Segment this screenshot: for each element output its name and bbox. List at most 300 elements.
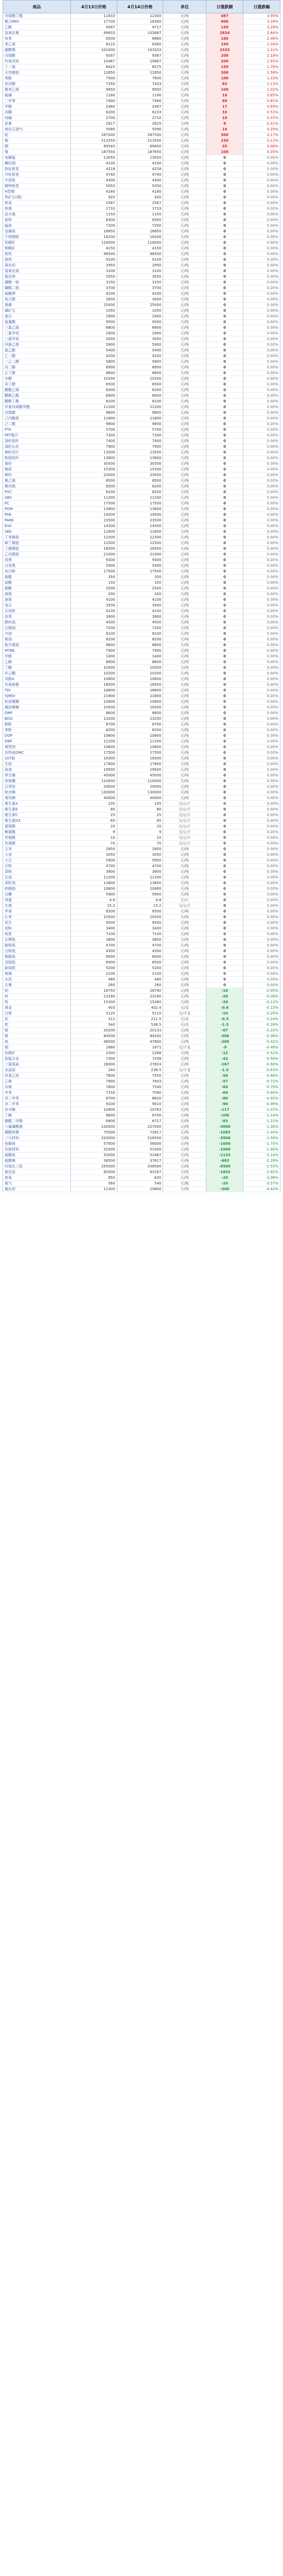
col-header-unit[interactable]: 单位 xyxy=(163,1,206,13)
table-row[interactable] xyxy=(3,892,280,897)
table-row[interactable] xyxy=(3,880,280,886)
table-row[interactable] xyxy=(3,1181,280,1187)
table-row[interactable] xyxy=(3,478,280,484)
table-row[interactable] xyxy=(3,138,280,144)
daily-change-cell: 0 xyxy=(206,739,243,744)
commodity-name-cell: 硅油 xyxy=(3,767,71,773)
table-row[interactable] xyxy=(3,943,280,948)
price-apr13-cell: 212 xyxy=(70,1016,117,1022)
table-row[interactable] xyxy=(3,654,280,659)
table-row[interactable] xyxy=(3,994,280,999)
commodity-name-cell: 铟 xyxy=(3,1045,71,1050)
unit-cell: 元/吨 xyxy=(163,297,206,302)
table-row[interactable] xyxy=(3,744,280,750)
table-row[interactable] xyxy=(3,846,280,852)
table-row[interactable] xyxy=(3,580,280,586)
daily-change-cell: 33 xyxy=(206,110,243,115)
table-row[interactable] xyxy=(3,722,280,727)
table-row[interactable] xyxy=(3,569,280,574)
table-row[interactable] xyxy=(3,705,280,710)
table-row[interactable] xyxy=(3,614,280,620)
table-row[interactable] xyxy=(3,903,280,909)
price-apr14-cell: 23000 xyxy=(117,472,163,478)
daily-change-pct-cell: 0.00% xyxy=(243,246,280,251)
table-row[interactable] xyxy=(3,1050,280,1056)
unit-cell: 元/吨 xyxy=(163,574,206,580)
unit-cell: 元/吨 xyxy=(163,1187,206,1192)
table-row[interactable] xyxy=(3,200,280,206)
table-row[interactable] xyxy=(3,178,280,183)
col-header-commodity[interactable]: 商品 xyxy=(3,1,71,13)
table-row[interactable] xyxy=(3,484,280,489)
table-row[interactable] xyxy=(3,824,280,829)
table-row[interactable] xyxy=(3,144,280,149)
table-row[interactable] xyxy=(3,529,280,535)
table-row[interactable] xyxy=(3,1153,280,1158)
table-row[interactable] xyxy=(3,223,280,229)
table-row[interactable] xyxy=(3,739,280,744)
table-row[interactable] xyxy=(3,399,280,404)
table-row[interactable] xyxy=(3,302,280,308)
table-row[interactable] xyxy=(3,115,280,121)
daily-change-pct-cell: 0.00% xyxy=(243,727,280,733)
daily-change-pct-cell: 0.81% xyxy=(243,98,280,104)
table-row[interactable] xyxy=(3,637,280,642)
table-row[interactable] xyxy=(3,620,280,625)
daily-change-pct-cell: -0.09% xyxy=(243,994,280,999)
table-row[interactable] xyxy=(3,937,280,943)
table-row[interactable] xyxy=(3,404,280,410)
table-row[interactable] xyxy=(3,274,280,280)
table-row[interactable] xyxy=(3,376,280,382)
commodity-name-cell: 苯酐 xyxy=(3,727,71,733)
table-row[interactable] xyxy=(3,1039,280,1045)
table-row[interactable] xyxy=(3,988,280,994)
table-row[interactable] xyxy=(3,608,280,614)
price-apr13-cell: 6500 xyxy=(70,36,117,42)
unit-cell: 元/吨 xyxy=(163,512,206,518)
price-apr14-cell: 3900 xyxy=(117,614,163,620)
commodity-name-cell: 氧化铝 xyxy=(3,263,71,268)
table-row[interactable] xyxy=(3,761,280,767)
table-row[interactable] xyxy=(3,1164,280,1170)
commodity-name-cell: 维生素C xyxy=(3,812,71,818)
table-row[interactable] xyxy=(3,807,280,812)
unit-cell: 元/吨 xyxy=(163,263,206,268)
table-row[interactable] xyxy=(3,693,280,699)
table-row[interactable] xyxy=(3,495,280,501)
price-apr14-cell: 287500 xyxy=(117,132,163,138)
daily-change-pct-cell: 0.08% xyxy=(243,144,280,149)
unit-cell: 元/吨 xyxy=(163,138,206,144)
table-row[interactable] xyxy=(3,1056,280,1062)
table-row[interactable] xyxy=(3,523,280,529)
table-row[interactable] xyxy=(3,773,280,778)
table-row[interactable] xyxy=(3,370,280,376)
table-row[interactable] xyxy=(3,47,280,53)
table-row[interactable] xyxy=(3,42,280,47)
table-row[interactable] xyxy=(3,863,280,869)
daily-change-cell: 0 xyxy=(206,195,243,200)
table-row[interactable] xyxy=(3,104,280,110)
table-row[interactable] xyxy=(3,603,280,608)
table-row[interactable] xyxy=(3,410,280,416)
table-row[interactable] xyxy=(3,648,280,654)
table-row[interactable] xyxy=(3,1016,280,1022)
table-row[interactable] xyxy=(3,1107,280,1113)
table-row[interactable] xyxy=(3,1158,280,1164)
table-row[interactable] xyxy=(3,489,280,495)
unit-cell: 元/吨 xyxy=(163,648,206,654)
table-row[interactable] xyxy=(3,189,280,195)
unit-cell: 元/吨 xyxy=(163,880,206,886)
price-apr13-cell: 25 xyxy=(70,812,117,818)
table-row[interactable] xyxy=(3,1141,280,1147)
table-row[interactable] xyxy=(3,382,280,387)
table-row[interactable] xyxy=(3,1005,280,1011)
table-row[interactable] xyxy=(3,319,280,325)
table-row[interactable] xyxy=(3,280,280,285)
table-row[interactable] xyxy=(3,1079,280,1084)
table-row[interactable] xyxy=(3,444,280,450)
price-apr14-cell: 10800 xyxy=(117,676,163,682)
daily-change-pct-cell: -0.92% xyxy=(243,1096,280,1101)
table-row[interactable] xyxy=(3,121,280,127)
price-apr13-cell: 5900 xyxy=(70,892,117,897)
price-apr13-cell: 11833 xyxy=(70,13,117,19)
price-apr14-cell: 7258 xyxy=(117,1056,163,1062)
table-row[interactable] xyxy=(3,512,280,518)
table-row[interactable] xyxy=(3,557,280,563)
price-apr14-cell: 102667 xyxy=(117,30,163,36)
table-row[interactable] xyxy=(3,342,280,348)
daily-change-pct-cell: 2.84% xyxy=(243,30,280,36)
table-row[interactable] xyxy=(3,1022,280,1028)
table-row[interactable] xyxy=(3,546,280,552)
commodity-name-cell: 甲苯 xyxy=(3,1090,71,1096)
table-row[interactable] xyxy=(3,659,280,665)
daily-change-cell: 0 xyxy=(206,965,243,971)
table-row[interactable] xyxy=(3,858,280,863)
price-apr14-cell: 8600 xyxy=(117,370,163,376)
table-row[interactable] xyxy=(3,1175,280,1181)
table-row[interactable] xyxy=(3,999,280,1005)
table-row[interactable] xyxy=(3,552,280,557)
table-row[interactable] xyxy=(3,387,280,393)
table-row[interactable] xyxy=(3,348,280,353)
table-row[interactable] xyxy=(3,1124,280,1130)
table-row[interactable] xyxy=(3,30,280,36)
table-row[interactable] xyxy=(3,790,280,795)
table-row[interactable] xyxy=(3,36,280,42)
table-row[interactable] xyxy=(3,784,280,790)
table-row[interactable] xyxy=(3,818,280,824)
unit-cell: 元/吨 xyxy=(163,523,206,529)
table-row[interactable] xyxy=(3,234,280,240)
commodity-name-cell: 纸浆 xyxy=(3,931,71,937)
unit-cell: 元/吨 xyxy=(163,234,206,240)
table-row[interactable] xyxy=(3,53,280,59)
daily-change-pct-cell: 0.00% xyxy=(243,710,280,716)
commodity-name-cell: 苹果 xyxy=(3,909,71,914)
col-header-price-apr13[interactable]: 4月13日价格 xyxy=(70,1,117,13)
table-row[interactable] xyxy=(3,393,280,399)
col-header-daily-change-pct[interactable]: 日涨跌幅 xyxy=(243,1,280,13)
table-row[interactable] xyxy=(3,897,280,903)
table-row[interactable] xyxy=(3,1011,280,1016)
table-row[interactable] xyxy=(3,240,280,246)
table-row[interactable] xyxy=(3,625,280,631)
table-row[interactable] xyxy=(3,948,280,954)
table-row[interactable] xyxy=(3,314,280,319)
table-row[interactable] xyxy=(3,427,280,433)
table-row[interactable] xyxy=(3,1062,280,1067)
table-row[interactable] xyxy=(3,1096,280,1101)
daily-change-cell: 0 xyxy=(206,710,243,716)
price-apr13-cell: 8600 xyxy=(70,642,117,648)
daily-change-pct-cell: 0.00% xyxy=(243,654,280,659)
table-row[interactable] xyxy=(3,263,280,268)
table-row[interactable] xyxy=(3,835,280,841)
table-row[interactable] xyxy=(3,229,280,234)
price-apr13-cell: 213250 xyxy=(70,138,117,144)
table-row[interactable] xyxy=(3,183,280,189)
table-row[interactable] xyxy=(3,127,280,132)
daily-change-cell: 0 xyxy=(206,308,243,314)
table-row[interactable] xyxy=(3,155,280,161)
table-row[interactable] xyxy=(3,64,280,70)
price-apr14-cell: 8600 xyxy=(117,642,163,648)
table-row[interactable] xyxy=(3,982,280,988)
table-row[interactable] xyxy=(3,336,280,342)
daily-change-cell: 0 xyxy=(206,880,243,886)
price-apr14-cell: 13500 xyxy=(117,450,163,455)
daily-change-cell: 0 xyxy=(206,722,243,727)
price-apr14-cell: 18300 xyxy=(117,19,163,25)
price-apr14-cell: 11200 xyxy=(117,495,163,501)
table-row[interactable] xyxy=(3,642,280,648)
price-apr13-cell: 5900 xyxy=(70,858,117,863)
table-row[interactable] xyxy=(3,676,280,682)
table-row[interactable] xyxy=(3,25,280,30)
table-row[interactable] xyxy=(3,631,280,637)
table-row[interactable] xyxy=(3,268,280,274)
table-row[interactable] xyxy=(3,750,280,756)
unit-cell: 元/吨 xyxy=(163,348,206,353)
table-row[interactable] xyxy=(3,688,280,693)
table-row[interactable] xyxy=(3,920,280,926)
table-row[interactable] xyxy=(3,1084,280,1090)
daily-change-pct-cell: 0.00% xyxy=(243,807,280,812)
table-row[interactable] xyxy=(3,597,280,603)
table-row[interactable] xyxy=(3,421,280,427)
unit-cell: 元/吨 xyxy=(163,30,206,36)
table-row[interactable] xyxy=(3,699,280,705)
table-row[interactable] xyxy=(3,81,280,87)
col-header-price-apr14[interactable]: 4月14日价格 xyxy=(117,1,163,13)
table-row[interactable] xyxy=(3,869,280,875)
table-row[interactable] xyxy=(3,671,280,676)
table-row[interactable] xyxy=(3,161,280,166)
table-row[interactable] xyxy=(3,450,280,455)
table-row[interactable] xyxy=(3,472,280,478)
table-row[interactable] xyxy=(3,1073,280,1079)
table-row[interactable] xyxy=(3,1170,280,1175)
table-row[interactable] xyxy=(3,325,280,331)
table-row[interactable] xyxy=(3,795,280,801)
table-row[interactable] xyxy=(3,438,280,444)
table-row[interactable] xyxy=(3,1045,280,1050)
table-row[interactable] xyxy=(3,195,280,200)
table-row[interactable] xyxy=(3,76,280,81)
price-apr14-cell: 4300 xyxy=(117,178,163,183)
table-row[interactable] xyxy=(3,875,280,880)
price-apr14-cell: 4100 xyxy=(117,161,163,166)
table-row[interactable] xyxy=(3,535,280,540)
table-row[interactable] xyxy=(3,359,280,365)
table-row[interactable] xyxy=(3,852,280,858)
unit-cell: 元/吨 xyxy=(163,444,206,450)
table-row[interactable] xyxy=(3,297,280,302)
table-row[interactable] xyxy=(3,1090,280,1096)
table-row[interactable] xyxy=(3,1136,280,1141)
table-row[interactable] xyxy=(3,767,280,773)
price-apr14-cell: 10 xyxy=(117,835,163,841)
table-row[interactable] xyxy=(3,506,280,512)
table-row[interactable] xyxy=(3,70,280,76)
daily-change-pct-cell: -0.42% xyxy=(243,1039,280,1045)
col-header-daily-change[interactable]: 日涨跌额 xyxy=(206,1,243,13)
daily-change-cell: 0 xyxy=(206,421,243,427)
table-row[interactable] xyxy=(3,1028,280,1033)
table-row[interactable] xyxy=(3,829,280,835)
table-row[interactable] xyxy=(3,132,280,138)
price-apr14-cell: 18800 xyxy=(117,688,163,693)
table-row[interactable] xyxy=(3,778,280,784)
table-row[interactable] xyxy=(3,931,280,937)
daily-change-cell: 0 xyxy=(206,841,243,846)
table-row[interactable] xyxy=(3,1113,280,1118)
table-row[interactable] xyxy=(3,172,280,178)
price-apr13-cell: 101000 xyxy=(70,47,117,53)
table-row[interactable] xyxy=(3,1101,280,1107)
table-row[interactable] xyxy=(3,727,280,733)
table-row[interactable] xyxy=(3,574,280,580)
daily-change-cell: 0 xyxy=(206,807,243,812)
table-row[interactable] xyxy=(3,926,280,931)
table-row[interactable] xyxy=(3,59,280,64)
daily-change-pct-cell: -1.14% xyxy=(243,1113,280,1118)
table-row[interactable] xyxy=(3,416,280,421)
table-row[interactable] xyxy=(3,733,280,739)
table-row[interactable] xyxy=(3,591,280,597)
table-row[interactable] xyxy=(3,206,280,212)
price-apr13-cell: 403 xyxy=(70,1005,117,1011)
table-row[interactable] xyxy=(3,501,280,506)
table-row[interactable] xyxy=(3,1118,280,1124)
table-row[interactable] xyxy=(3,93,280,98)
price-apr14-cell: 8200 xyxy=(117,484,163,489)
price-apr14-cell: 11200 xyxy=(117,739,163,744)
price-apr13-cell: 2300 xyxy=(70,1050,117,1056)
table-row[interactable] xyxy=(3,110,280,115)
table-row[interactable] xyxy=(3,812,280,818)
commodity-name-cell: 电解锰 xyxy=(3,155,71,161)
table-row[interactable] xyxy=(3,960,280,965)
price-apr14-cell: 6500 xyxy=(117,960,163,965)
table-row[interactable] xyxy=(3,756,280,761)
table-row[interactable] xyxy=(3,246,280,251)
table-row[interactable] xyxy=(3,149,280,155)
table-row[interactable] xyxy=(3,914,280,920)
table-row[interactable] xyxy=(3,291,280,297)
price-apr14-cell: 538.5 xyxy=(117,1022,163,1028)
table-row[interactable] xyxy=(3,710,280,716)
table-row[interactable] xyxy=(3,841,280,846)
table-row[interactable] xyxy=(3,909,280,914)
table-row[interactable] xyxy=(3,886,280,892)
table-row[interactable] xyxy=(3,217,280,223)
table-row[interactable] xyxy=(3,971,280,977)
table-row[interactable] xyxy=(3,682,280,688)
table-row[interactable] xyxy=(3,257,280,263)
table-row[interactable] xyxy=(3,518,280,523)
table-row[interactable] xyxy=(3,331,280,336)
table-row[interactable] xyxy=(3,665,280,671)
table-row[interactable] xyxy=(3,98,280,104)
table-row[interactable] xyxy=(3,365,280,370)
table-row[interactable] xyxy=(3,251,280,257)
table-row[interactable] xyxy=(3,87,280,93)
daily-change-cell: 0 xyxy=(206,620,243,625)
table-row[interactable] xyxy=(3,1187,280,1192)
table-row[interactable] xyxy=(3,1033,280,1039)
table-row[interactable] xyxy=(3,433,280,438)
table-row[interactable] xyxy=(3,285,280,291)
table-row[interactable] xyxy=(3,19,280,25)
table-row[interactable] xyxy=(3,455,280,461)
daily-change-pct-cell: 0.00% xyxy=(243,744,280,750)
table-row[interactable] xyxy=(3,954,280,960)
daily-change-cell: 0 xyxy=(206,863,243,869)
commodity-name-cell: DBP xyxy=(3,739,71,744)
table-row[interactable] xyxy=(3,540,280,546)
price-apr14-cell: 1400 xyxy=(117,654,163,659)
daily-change-pct-cell: 0.00% xyxy=(243,382,280,387)
table-row[interactable] xyxy=(3,801,280,807)
price-apr13-cell: 52000 xyxy=(70,1147,117,1153)
table-row[interactable] xyxy=(3,461,280,467)
daily-change-cell: -10 xyxy=(206,988,243,994)
table-row[interactable] xyxy=(3,353,280,359)
unit-cell: 元/吨 xyxy=(163,716,206,722)
table-row[interactable] xyxy=(3,563,280,569)
table-row[interactable] xyxy=(3,166,280,172)
table-row[interactable] xyxy=(3,1067,280,1073)
table-row[interactable] xyxy=(3,977,280,982)
table-row[interactable] xyxy=(3,467,280,472)
table-row[interactable] xyxy=(3,1147,280,1153)
table-row[interactable] xyxy=(3,212,280,217)
commodity-name-cell: 乙丙橡胶 xyxy=(3,552,71,557)
table-row[interactable] xyxy=(3,716,280,722)
table-row[interactable] xyxy=(3,965,280,971)
table-row[interactable] xyxy=(3,586,280,591)
table-row[interactable] xyxy=(3,308,280,314)
table-row[interactable] xyxy=(3,1130,280,1136)
table-row[interactable] xyxy=(3,13,280,19)
price-apr13-cell: 8300 xyxy=(70,217,117,223)
